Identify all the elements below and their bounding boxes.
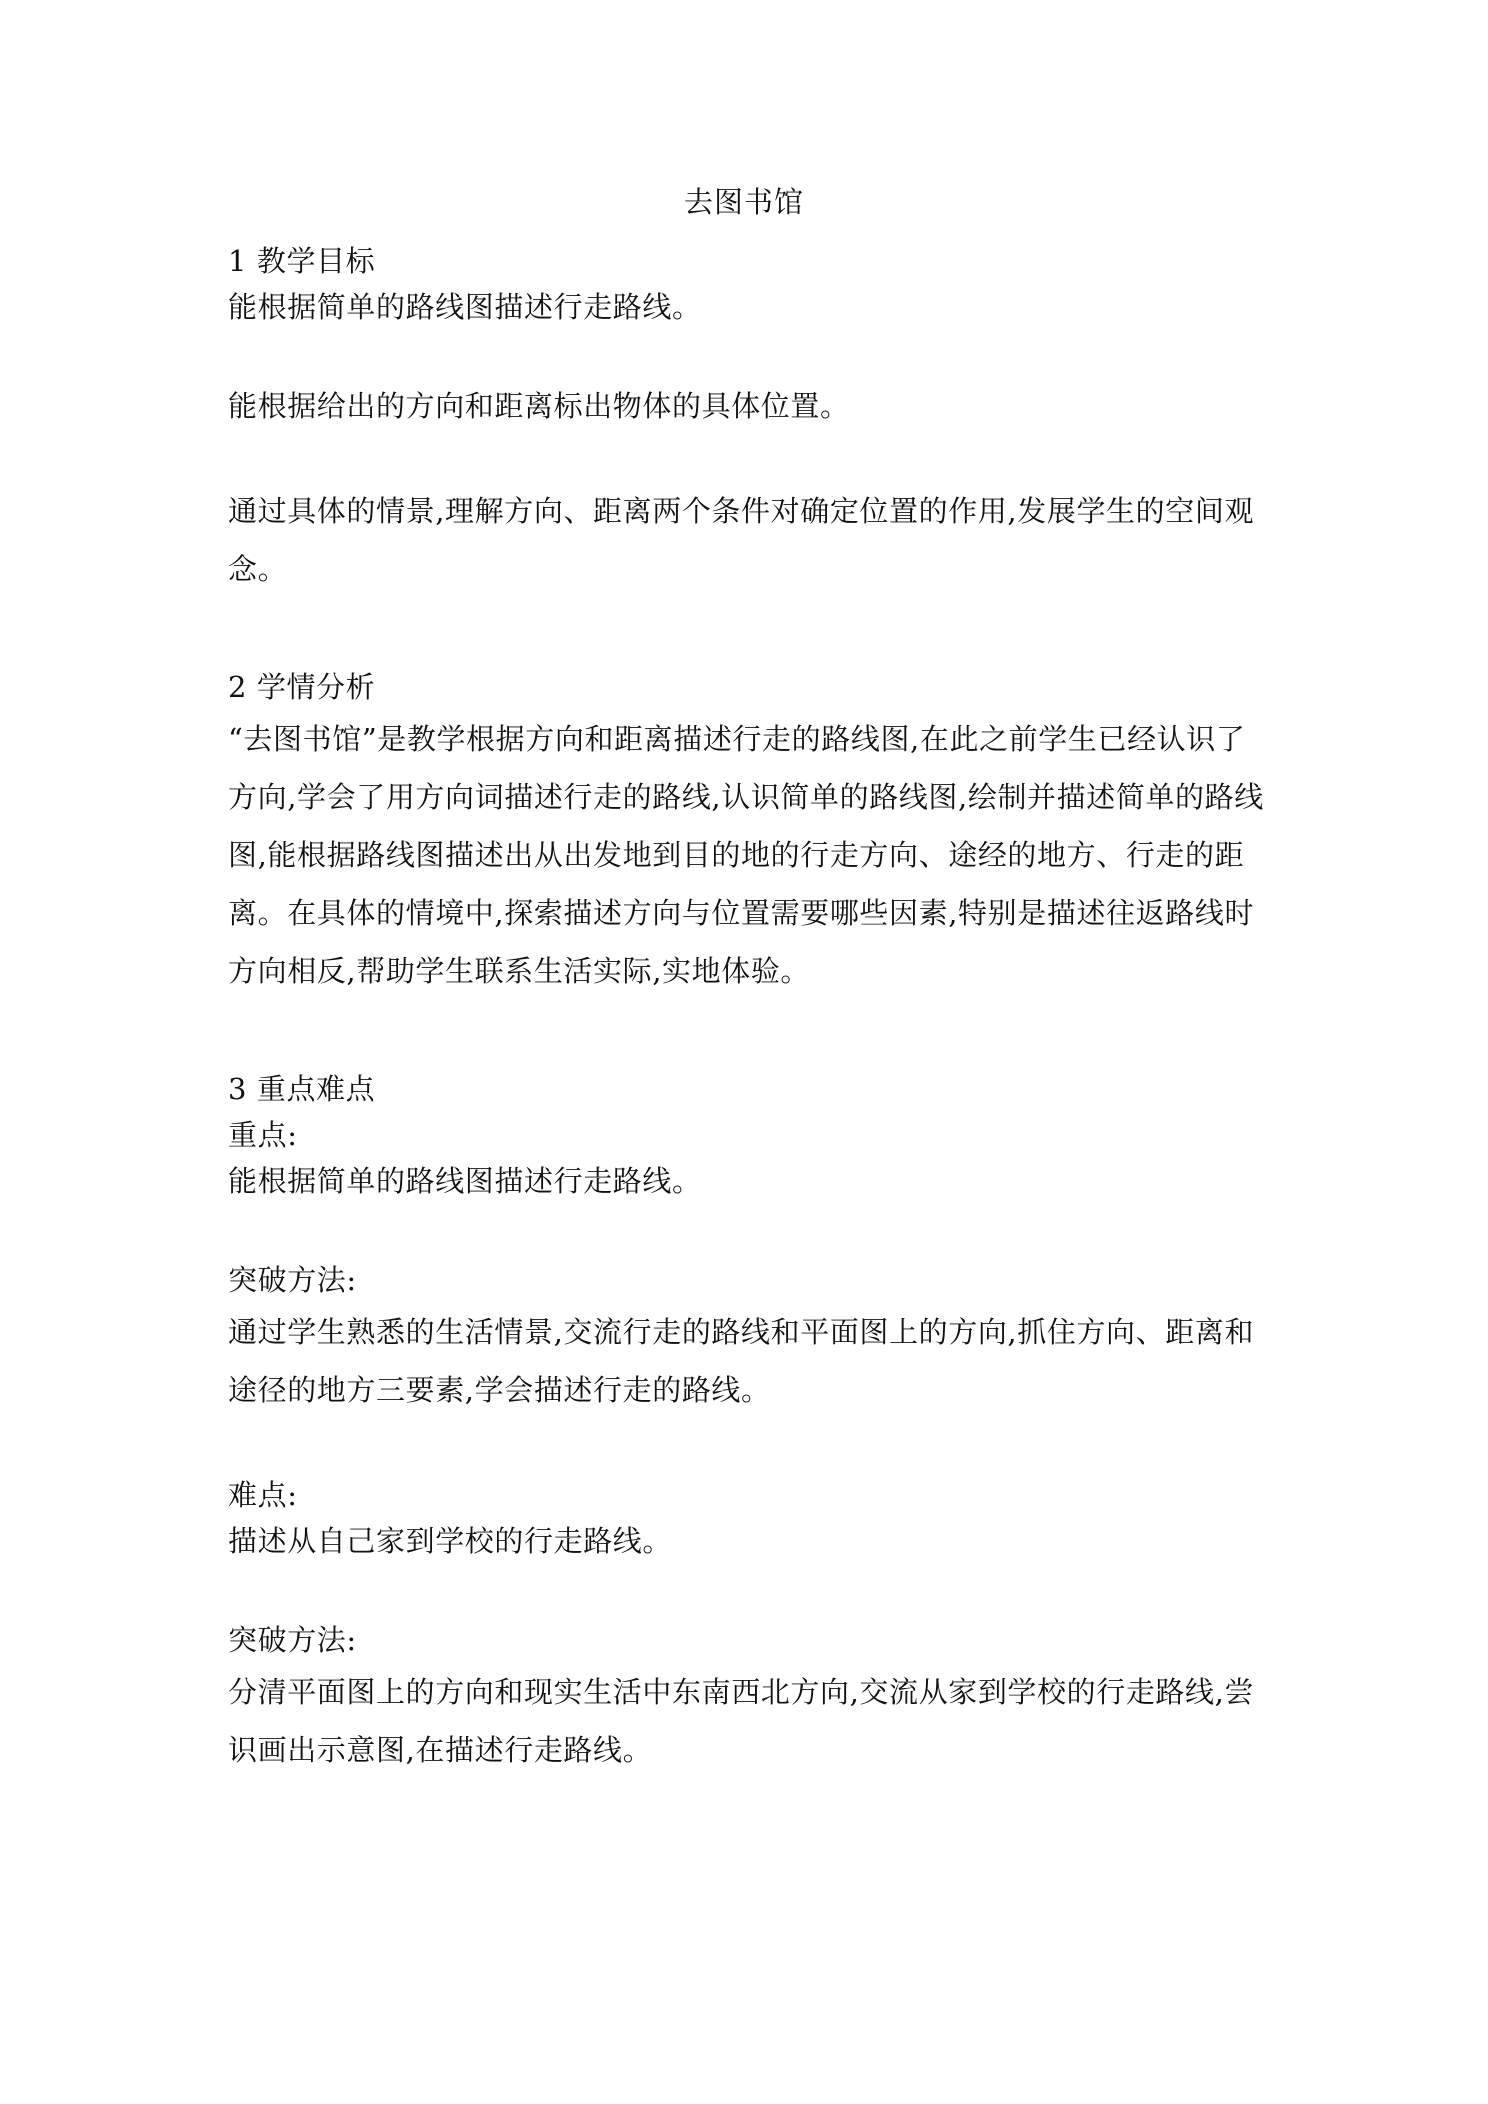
paragraph-spacer — [228, 1419, 1274, 1472]
section-heading-key-points: 3 重点难点 — [228, 1072, 376, 1106]
paragraph-spacer — [228, 429, 1274, 482]
method-label-1: 突破方法: — [228, 1263, 357, 1297]
method-text-1: 通过学生熟悉的生活情景,交流行走的路线和平面图上的方向,抓住方向、距离和途径的地方三要素,学会描述行走的路线。 — [228, 1315, 1255, 1407]
method-text-2: 分清平面图上的方向和现实生活中东南西北方向,交流从家到学校的行走路线,尝识画出示意图,在描述行走路线。 — [228, 1675, 1255, 1767]
objective-paragraph-2: 能根据给出的方向和距离标出物体的具体位置。 — [228, 389, 850, 423]
paragraph-spacer — [228, 1564, 1274, 1617]
analysis-paragraph: “去图书馆”是教学根据方向和距离描述行走的路线图,在此之前学生已经认识了方向,学会了用方向词描述行走的路线,认识简单的路线图,绘制并描述简单的路线图,能根据路线图描述出从出发地到目的地的行走方向、途经的地方、行走的距离。在具体的情境中,探索描述方向与位置需要哪些因素,特别是描述往返路线时方向相反,帮助学生联系生活实际,实地体验。 — [228, 722, 1264, 988]
paragraph-spacer — [228, 1000, 1274, 1066]
document-title: 去图书馆 — [683, 185, 804, 219]
section-heading-analysis: 2 学情分析 — [228, 670, 376, 704]
key-point-text: 能根据简单的路线图描述行走路线。 — [228, 1164, 702, 1198]
objective-paragraph-1: 能根据简单的路线图描述行走路线。 — [228, 290, 702, 324]
section-heading-objectives: 1 教学目标 — [228, 244, 376, 278]
paragraph-spacer — [228, 1204, 1274, 1257]
objective-paragraph-3: 通过具体的情景,理解方向、距离两个条件对确定位置的作用,发展学生的空间观念。 — [228, 494, 1255, 586]
key-point-label: 重点: — [228, 1118, 298, 1152]
paragraph-spacer — [228, 330, 1274, 383]
document-body — [228, 238, 1274, 1779]
difficulty-label: 难点: — [228, 1478, 298, 1512]
paragraph-spacer — [228, 598, 1274, 664]
difficulty-text: 描述从自己家到学校的行走路线。 — [228, 1524, 673, 1558]
method-label-2: 突破方法: — [228, 1623, 357, 1657]
